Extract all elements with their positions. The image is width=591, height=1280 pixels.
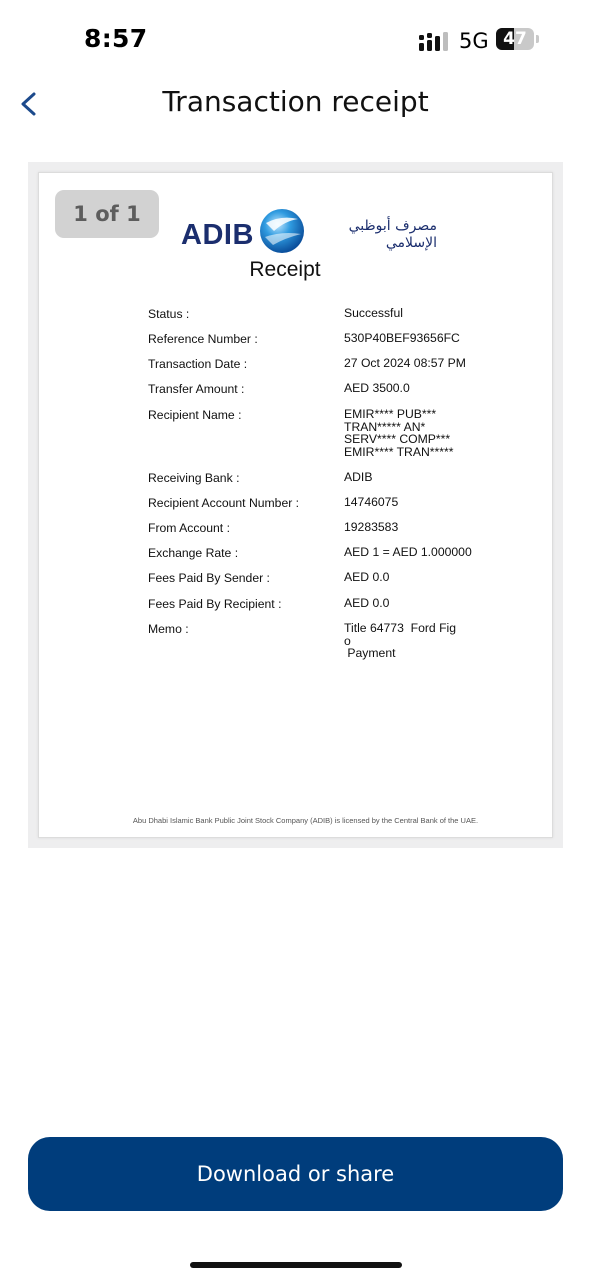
- field-value: 14746075: [344, 495, 399, 509]
- home-indicator: [190, 1262, 402, 1268]
- field-value: 530P40BEF93656FC: [344, 331, 460, 345]
- field-value: EMIR**** PUB*** TRAN***** AN* SERV**** COMP*** EMIR**** TRAN*****: [344, 407, 454, 459]
- signal-icon: [419, 31, 449, 51]
- field-value: Successful: [344, 306, 403, 320]
- logo-arabic-line2: الإسلامي: [385, 235, 437, 251]
- field-label: Recipient Name :: [148, 408, 242, 422]
- field-label: Reference Number :: [148, 332, 258, 346]
- download-or-share-button[interactable]: Download or share: [28, 1137, 563, 1211]
- field-value: AED 0.0: [344, 570, 390, 584]
- receipt-preview[interactable]: [28, 162, 563, 848]
- battery-tip: [536, 35, 539, 43]
- status-bar: [0, 0, 591, 80]
- receipt-title: Receipt: [249, 258, 321, 281]
- field-label: Recipient Account Number :: [148, 496, 300, 510]
- svg-text:ADIB: ADIB: [181, 219, 254, 251]
- field-value: 27 Oct 2024 08:57 PM: [344, 356, 466, 370]
- license-footer: Abu Dhabi Islamic Bank Public Joint Stock Company (ADIB) is licensed by the Central Bank of the UAE.: [132, 816, 479, 825]
- page-title: Transaction receipt: [162, 85, 429, 118]
- field-label: Status :: [148, 307, 190, 321]
- page-indicator: 1 of 1: [55, 190, 159, 238]
- field-value: 19283583: [344, 520, 399, 534]
- field-label: Fees Paid By Sender :: [148, 571, 270, 585]
- adib-logo-graphic: [181, 207, 441, 255]
- adib-logo: [181, 207, 441, 255]
- battery-level-text: 47: [503, 29, 527, 49]
- field-label: Exchange Rate :: [148, 546, 239, 560]
- status-time: 8:57: [84, 24, 148, 53]
- field-label: Memo :: [148, 622, 189, 636]
- logo-arabic-line1: مصرف أبوظبي: [348, 218, 437, 234]
- receipt-document: [38, 172, 553, 838]
- field-value: AED 1 = AED 1.000000: [344, 545, 472, 559]
- field-value: ADIB: [344, 470, 373, 484]
- field-label: Transfer Amount :: [148, 382, 245, 396]
- field-value: AED 0.0: [344, 596, 390, 610]
- field-label: Transaction Date :: [148, 357, 248, 371]
- field-label: From Account :: [148, 521, 230, 535]
- field-label: Fees Paid By Recipient :: [148, 597, 282, 611]
- field-value: AED 3500.0: [344, 381, 410, 395]
- field-value: Title 64773 Ford Fig o Payment: [344, 621, 456, 660]
- field-label: Receiving Bank :: [148, 471, 240, 485]
- network-type: 5G: [459, 29, 489, 53]
- battery-icon: [496, 28, 534, 50]
